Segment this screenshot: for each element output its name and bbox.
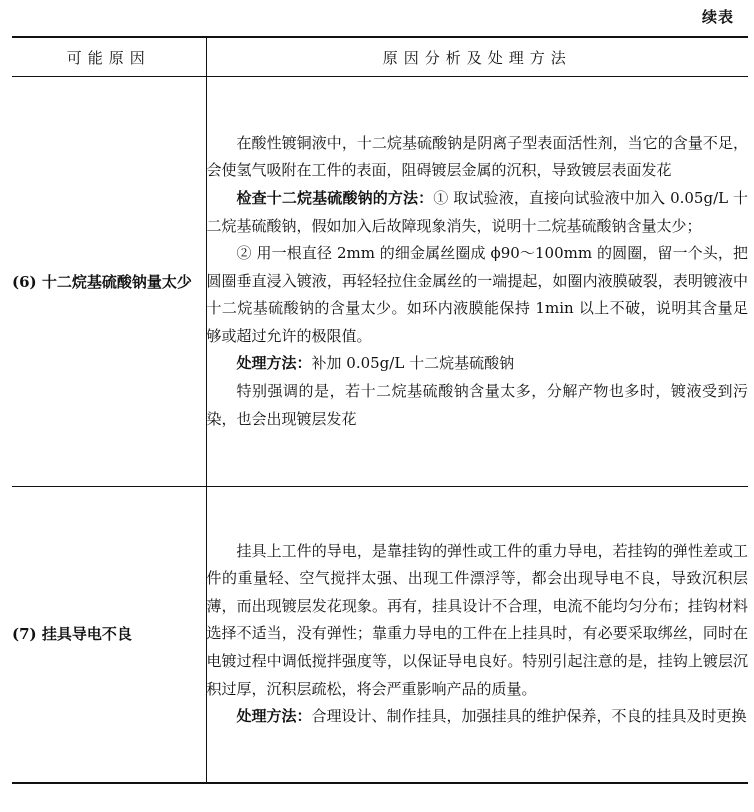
analysis-cell: [206, 487, 748, 783]
analysis-paragraph: [207, 538, 749, 704]
paragraph-text: 合理设计、制作挂具，加强挂具的维护保养，不良的挂具及时更换: [311, 707, 747, 726]
table-row: [12, 487, 748, 783]
paragraph-lead: 处理方法：: [236, 707, 312, 726]
cause-cell: (7) 挂具导电不良: [12, 487, 206, 783]
paragraph-text: ② 用一根直径 2mm 的细金属丝圈成 ϕ90～100mm 的圆圈，留一个头，把圆圈垂直浸入镀液，再轻轻拉住金属丝的一端提起，如圈内液膜破裂，表明镀液中十二烷基硫酸钠的含量太少。如环内液膜能保持 1min 以上不破，说明其含量足够或超过允许的极限值。: [206, 244, 748, 345]
paragraph-text: 补加 0.05g/L 十二烷基硫酸钠: [311, 354, 515, 373]
cause-cell: (6) 十二烷基硫酸钠量太少: [12, 77, 206, 487]
header-analysis: 原因分析及处理方法: [206, 37, 748, 77]
paragraph-text: ① 取试验液，直接向试验液中加入 0.05g/L 十二烷基硫酸钠，假如加入后故障现象消失，说明十二烷基硫酸钠含量太少；: [206, 188, 748, 235]
analysis-paragraph: [207, 240, 749, 350]
paragraph-text: 在酸性镀铜液中，十二烷基硫酸钠是阴离子型表面活性剂，当它的含量不足，会使氢气吸附在工件的表面，阻碍镀层金属的沉积，导致镀层表面发花: [206, 133, 748, 180]
analysis-paragraph: [207, 350, 749, 378]
paragraph-text: 特别强调的是，若十二烷基硫酸钠含量太多，分解产物也多时，镀液受到污染，也会出现镀层发花: [206, 382, 748, 428]
analysis-paragraph: [207, 185, 749, 240]
paragraph-lead: 处理方法：: [236, 354, 312, 373]
analysis-cell: [206, 77, 748, 487]
table-row: [12, 77, 748, 487]
analysis-paragraph: [207, 703, 749, 731]
header-cause: 可能原因: [12, 37, 206, 77]
cause-analysis-table: [12, 36, 748, 784]
paragraph-text: 挂具上工件的导电，是靠挂钩的弹性或工件的重力导电，若挂钩的弹性差或工件的重量轻、空气搅拌太强、出现工件漂浮等，都会出现导电不良，导致沉积层薄，而出现镀层发花现象。再有，挂具设计不合理，电流不能均匀分布；挂钩材料选择不适当，没有弹性；靠重力导电的工件在上挂具时，有必要采取绑丝，同时在电镀过程中调低搅拌强度等，以保证导电良好。特别引起注意的是，挂钩上镀层沉积过厚，沉积层疏松，将会严重影响产品的质量。: [206, 541, 748, 698]
continued-label: 续表: [701, 8, 734, 26]
analysis-paragraph: [207, 130, 749, 185]
analysis-paragraph: [207, 378, 749, 433]
paragraph-lead: 检查十二烷基硫酸钠的方法：: [236, 188, 434, 207]
table-header-row: [12, 37, 748, 77]
